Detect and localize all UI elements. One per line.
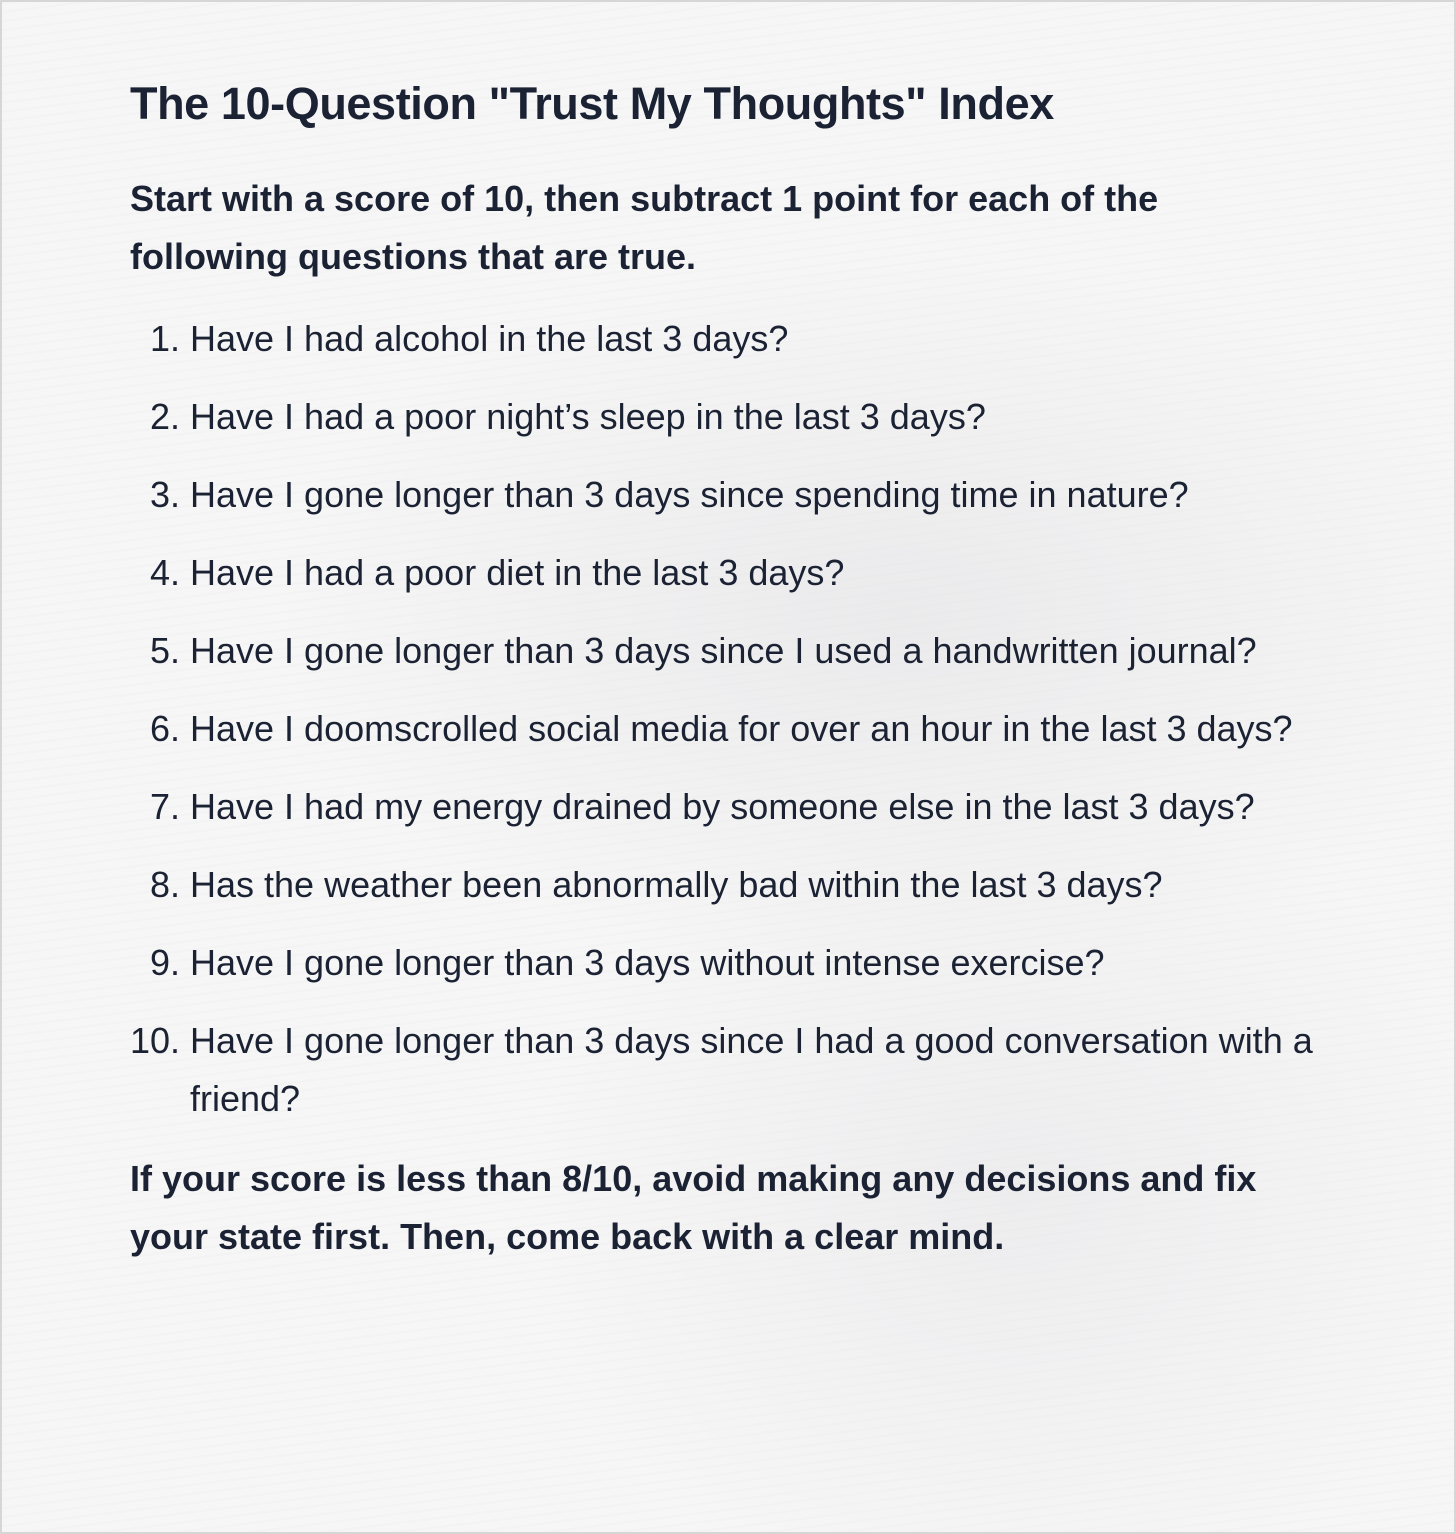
question-item-3 xyxy=(130,466,1320,524)
question-text: Have I gone longer than 3 days without intense exercise? xyxy=(190,942,1105,983)
question-number: 6. xyxy=(149,708,180,749)
question-item-4 xyxy=(130,544,1320,602)
question-number: 9. xyxy=(149,942,180,983)
question-number: 1. xyxy=(149,318,180,359)
question-text: Have I gone longer than 3 days since I used a handwritten journal? xyxy=(190,630,1257,671)
question-item-1 xyxy=(130,310,1320,368)
document-content xyxy=(130,74,1350,1266)
question-number: 4. xyxy=(149,552,180,593)
question-text: Have I had a poor diet in the last 3 days? xyxy=(190,552,845,593)
question-number: 8. xyxy=(149,864,180,905)
question-text: Have I gone longer than 3 days since I had a good conversation with a friend? xyxy=(190,1020,1313,1119)
outro-conclusion: If your score is less than 8/10, avoid making any decisions and fix your state first. Then, come back with a clear mind. xyxy=(130,1158,1257,1257)
intro-instructions: Start with a score of 10, then subtract 1 point for each of the following questions that are true. xyxy=(130,178,1159,277)
question-item-7 xyxy=(130,778,1320,836)
question-item-2 xyxy=(130,388,1320,446)
question-item-10 xyxy=(130,1012,1320,1128)
question-item-5 xyxy=(130,622,1320,680)
question-number: 5. xyxy=(149,630,180,671)
question-list xyxy=(130,310,1350,1128)
question-number: 10. xyxy=(129,1020,180,1061)
question-text: Have I gone longer than 3 days since spending time in nature? xyxy=(190,474,1189,515)
question-item-8 xyxy=(130,856,1320,914)
question-item-9 xyxy=(130,934,1320,992)
question-number: 3. xyxy=(149,474,180,515)
page-title: The 10-Question "Trust My Thoughts" Index xyxy=(130,78,1054,129)
question-item-6 xyxy=(130,700,1320,758)
question-number: 7. xyxy=(149,786,180,827)
question-text: Have I had my energy drained by someone else in the last 3 days? xyxy=(190,786,1255,827)
question-number: 2. xyxy=(149,396,180,437)
question-text: Has the weather been abnormally bad within the last 3 days? xyxy=(190,864,1163,905)
question-text: Have I had a poor night’s sleep in the last 3 days? xyxy=(190,396,986,437)
question-text: Have I doomscrolled social media for over an hour in the last 3 days? xyxy=(190,708,1293,749)
question-text: Have I had alcohol in the last 3 days? xyxy=(190,318,789,359)
